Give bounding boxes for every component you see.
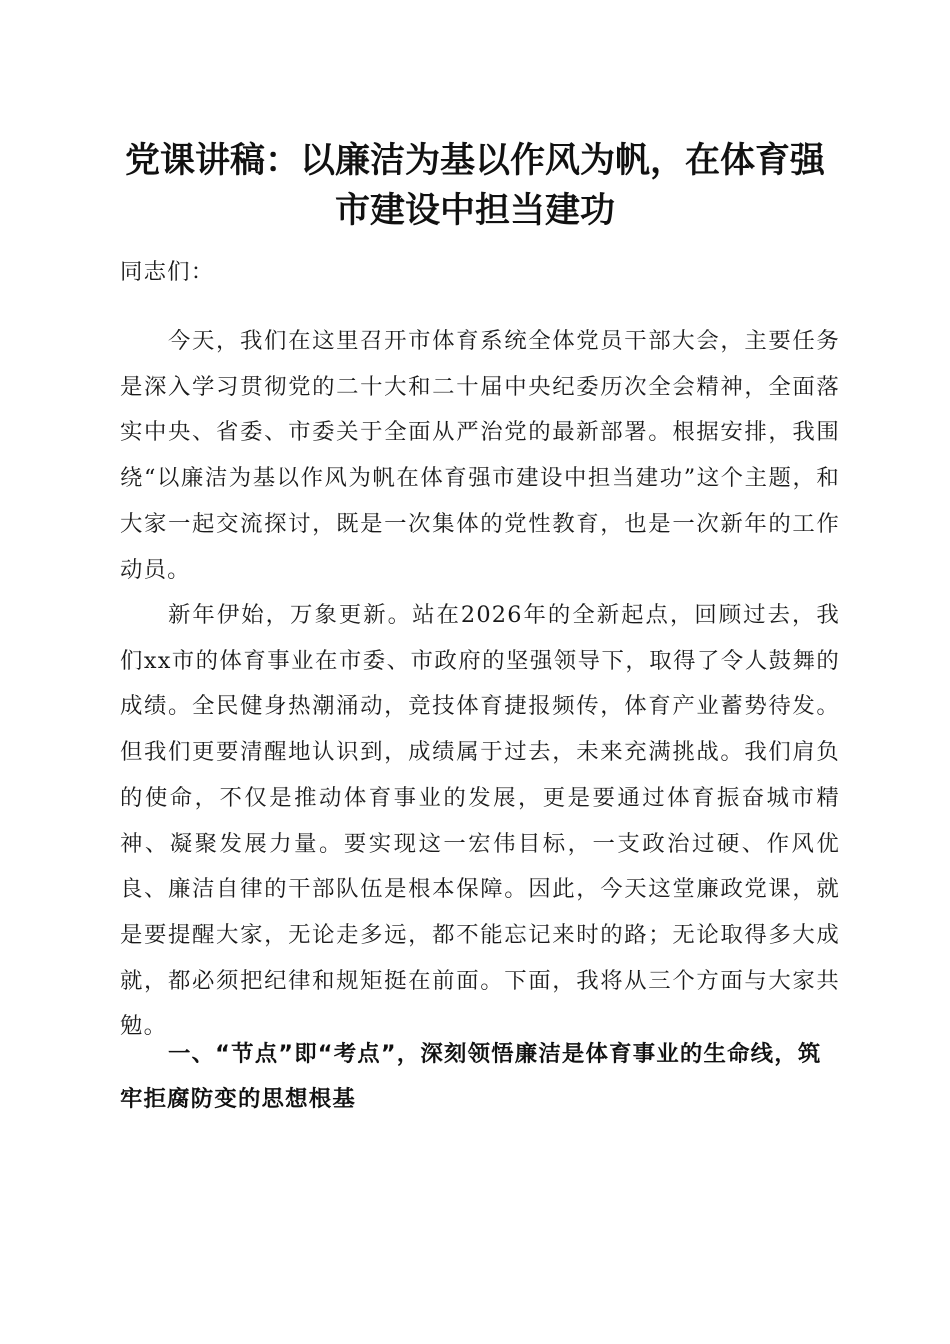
salutation: 同志们：: [120, 259, 215, 285]
paragraph-intro: 今天，我们在这里召开市体育系统全体党员干部大会，主要任务是深入学习贯彻党的二十大和二十届中央纪委历次全会精神，全面落实中央、省委、市委关于全面从严治党的最新部署。根据安排，我围绕“以廉洁为基以作风为帆在体育强市建设中担当建功”这个主题，和大家一起交流探讨，既是一次集体的党性教育，也是一次新年的工作动员。: [120, 328, 840, 583]
section-heading-1: 一、“节点”即“考点”，深刻领悟廉洁是体育事业的生命线，筑牢拒腐防变的思想根基: [120, 1041, 822, 1112]
document-title-line-2: 市建设中担当建功: [334, 190, 615, 231]
paragraph-context: 新年伊始，万象更新。站在2026年的全新起点，回顾过去，我们xx市的体育事业在市委、市政府的坚强领导下，取得了令人鼓舞的成绩。全民健身热潮涌动，竞技体育捷报频传，体育产业蓄势待发。但我们更要清醒地认识到，成绩属于过去，未来充满挑战。我们肩负的使命，不仅是推动体育事业的发展，更是要通过体育振奋城市精神、凝聚发展力量。要实现这一宏伟目标，一支政治过硬、作风优良、廉洁自律的干部队伍是根本保障。因此，今天这堂廉政党课，就是要提醒大家，无论走多远，都不能忘记来时的路；无论取得多大成就，都必须把纪律和规矩挺在前面。下面，我将从三个方面与大家共勉。: [120, 602, 840, 1040]
document-title-line-1: 党课讲稿：以廉洁为基以作风为帆，在体育强: [124, 140, 825, 181]
